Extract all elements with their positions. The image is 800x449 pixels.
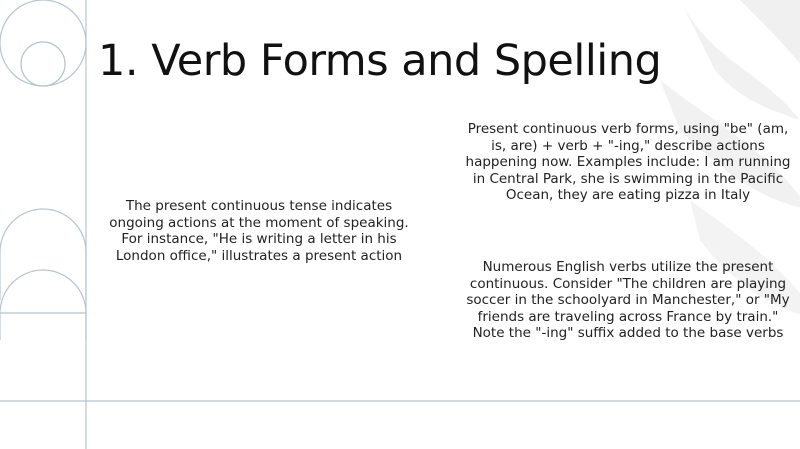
top-large-circle: [0, 0, 86, 86]
right-top-text-block: Present continuous verb forms, using "be" (am, is, are) + verb + "-ing," describe actions happening now. Examples include: I am running in Central Park, she is swimming in the Pacific Ocean, they are eating pizza in Italy: [465, 121, 791, 203]
slide-title: 1. Verb Forms and Spelling: [98, 35, 662, 86]
right-bottom-text-block: Numerous English verbs utilize the present continuous. Consider "The children are playing soccer in the schoolyard in Manchester," or "My friends are traveling across France by train." Note the "-ing" suffix added to the base verbs: [466, 259, 790, 341]
lower-arch: [0, 270, 86, 340]
upper-arch: [0, 209, 86, 300]
left-text-block: The present continuous tense indicates ongoing actions at the moment of speaking. For instance, "He is writing a letter in his London office," illustrates a present action: [109, 198, 409, 264]
top-small-circle: [21, 42, 65, 86]
